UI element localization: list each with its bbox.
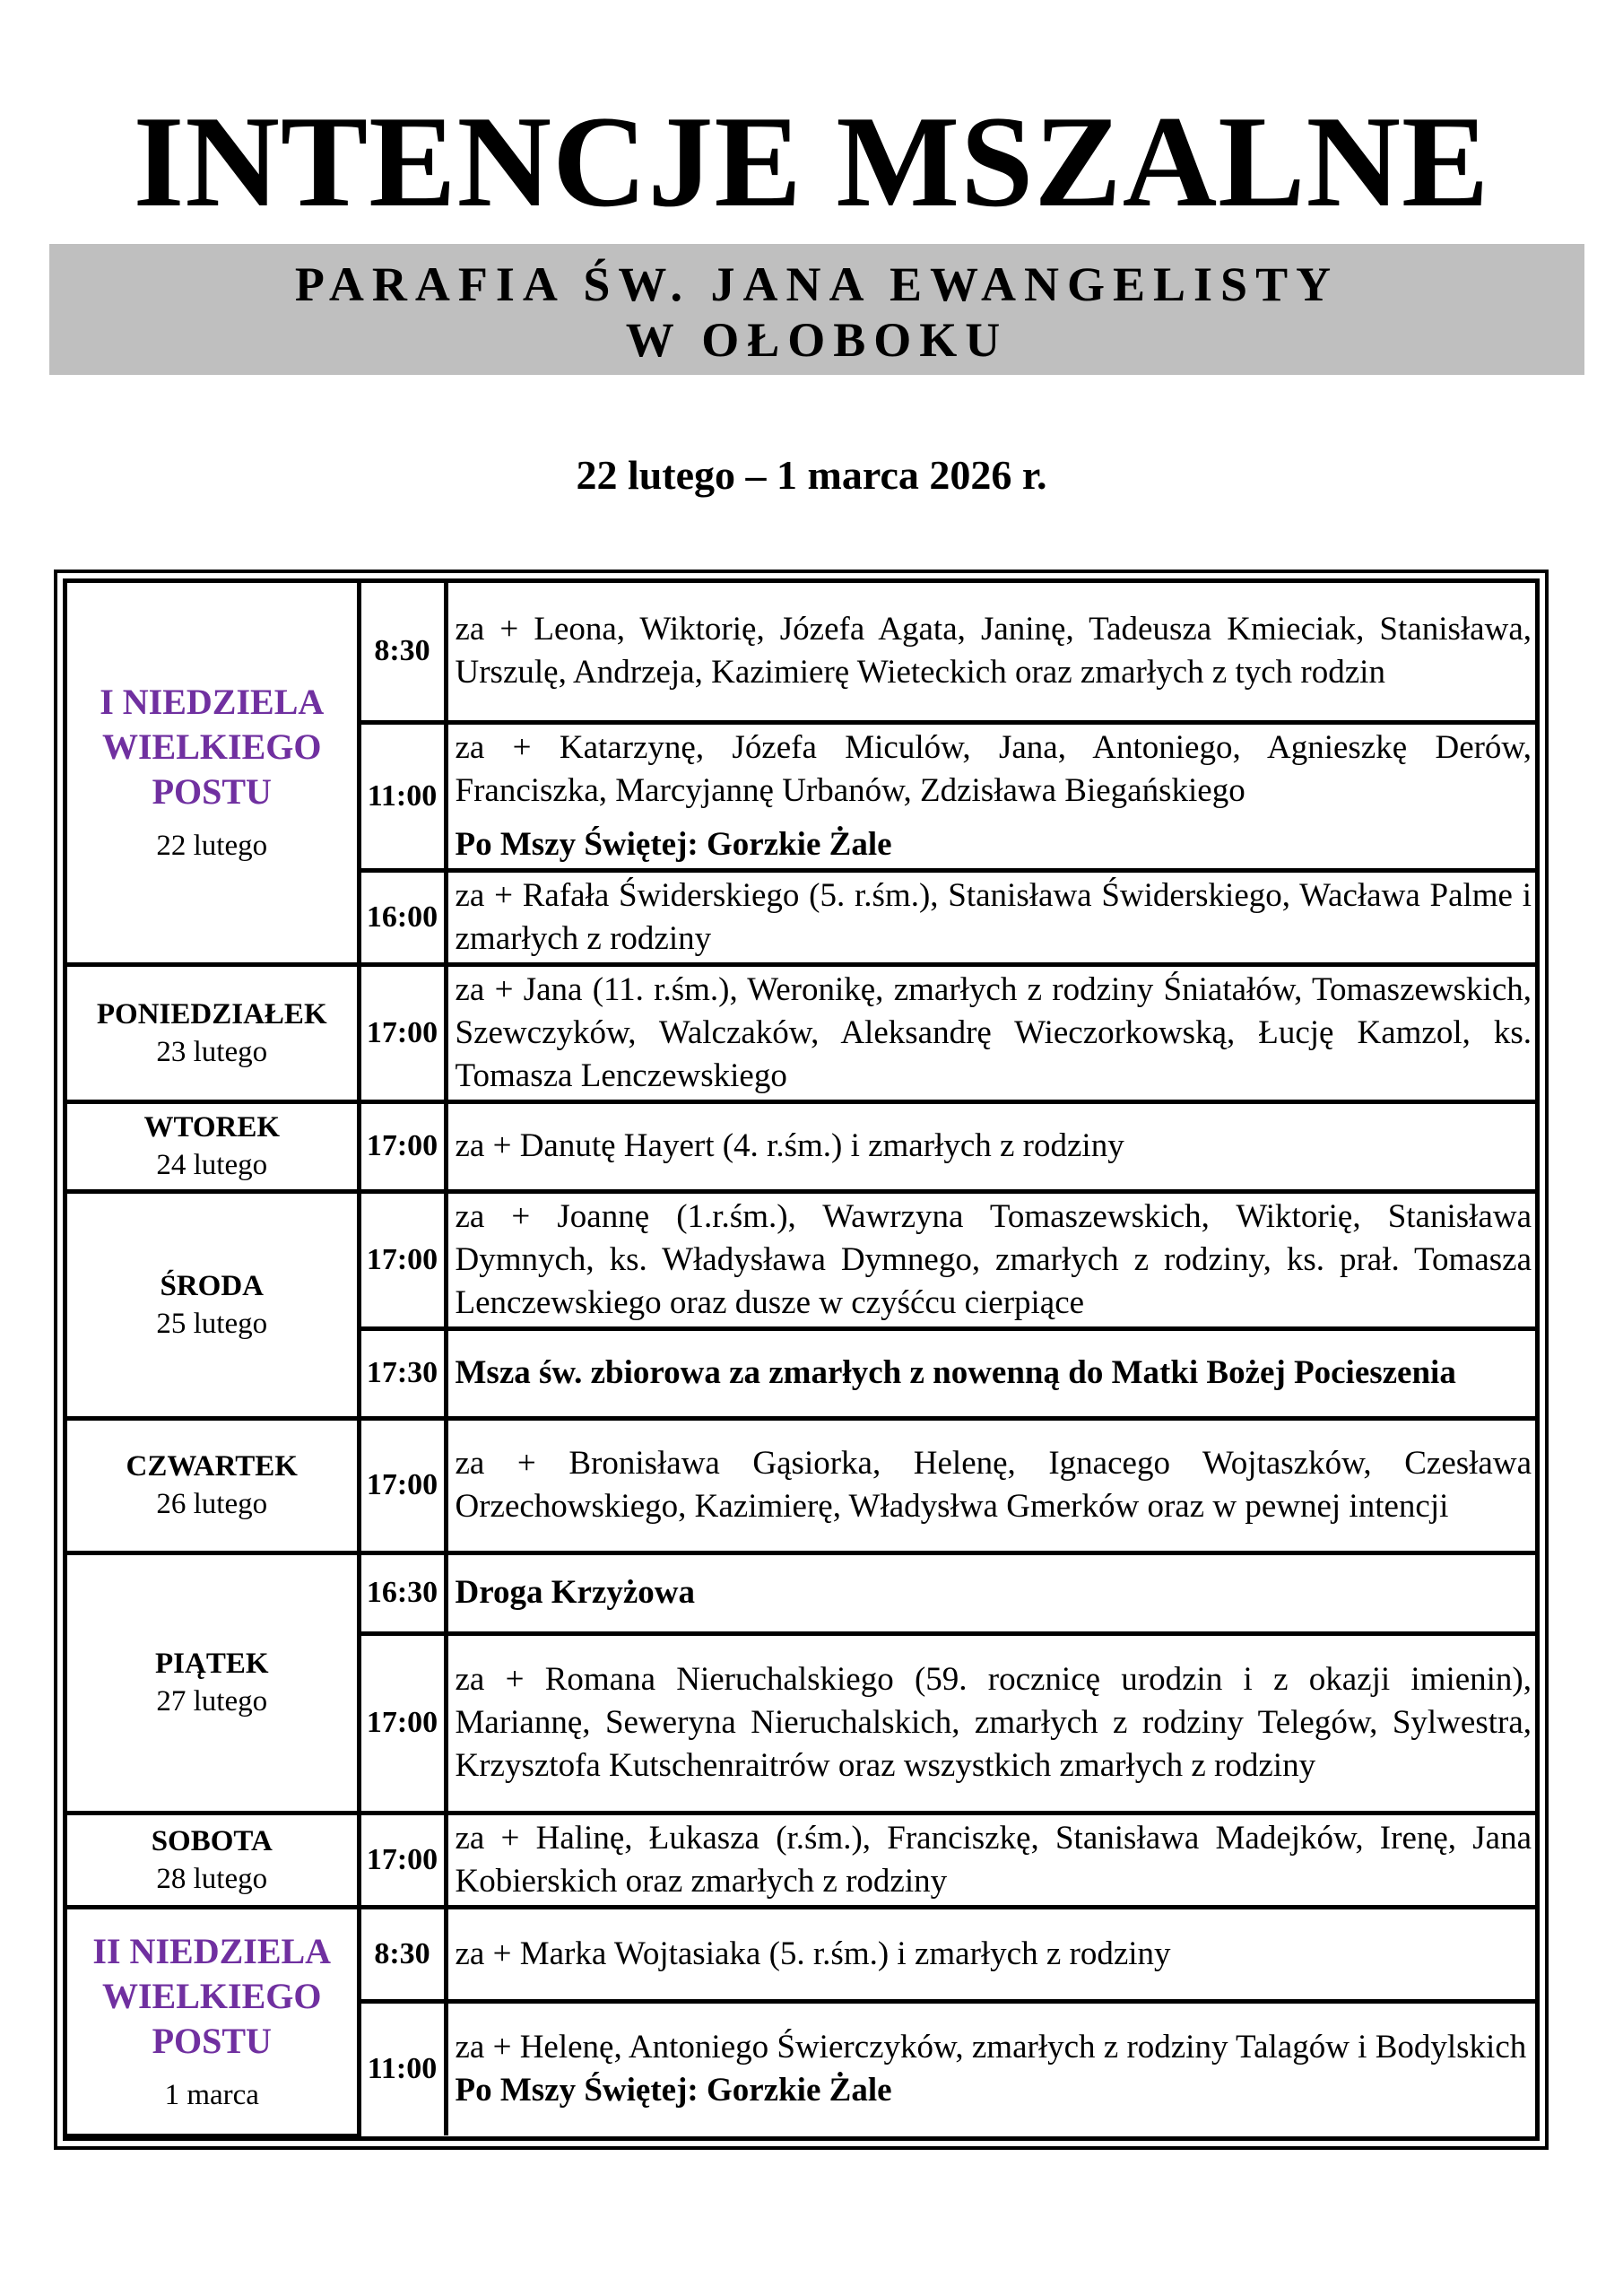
day-cell	[67, 964, 359, 1101]
day-cell	[67, 1418, 359, 1552]
mass-time: 17:00	[359, 1101, 446, 1191]
mass-note: Po Mszy Świętej: Gorzkie Żale	[455, 2072, 892, 2109]
mass-intention: za + Jana (11. r.śm.), Weronikę, zmarłych z rodziny Śniatałów, Tomaszewskich, Szewczyków, Walczaków, Aleksandrę Wieczorkowską, Łucję Kamzol, ks. Tomasza Lenczewskiego	[446, 964, 1535, 1101]
schedule-inner-frame	[63, 578, 1540, 2141]
mass-intention: za + Danutę Hayert (4. r.śm.) i zmarłych z rodziny	[446, 1101, 1535, 1191]
parish-banner	[49, 244, 1584, 375]
schedule-table	[67, 583, 1535, 2138]
parish-name: PARAFIA ŚW. JANA EWANGELISTY	[294, 257, 1340, 311]
mass-intention: za + Joannę (1.r.śm.), Wawrzyna Tomaszewskich, Wiktorię, Stanisława Dymnych, ks. Władysława Dymnego, zmarłych z rodziny, ks. prał. Tomasza Lenczewskiego oraz dusze w czyśćcu cierpiące	[446, 1191, 1535, 1328]
day-name: ŚRODA	[160, 1269, 265, 1302]
table-row	[67, 1813, 1535, 1907]
mass-time: 8:30	[359, 1907, 446, 2001]
day-date: 1 marca	[164, 2078, 259, 2111]
mass-time: 17:30	[359, 1328, 446, 1418]
table-row	[67, 1418, 1535, 1552]
parish-location: W OŁOBOKU	[625, 313, 1009, 367]
day-name: I NIEDZIELA	[100, 682, 325, 723]
mass-cell	[446, 722, 1535, 870]
table-row	[67, 1191, 1535, 1328]
table-row	[67, 964, 1535, 1101]
mass-intention: za + Halinę, Łukasza (r.śm.), Franciszkę, Stanisława Madejków, Irenę, Jana Kobierskich oraz zmarłych z rodziny	[446, 1813, 1535, 1907]
mass-intention: za + Romana Nieruchalskiego (59. rocznicę urodzin i z okazji imienin), Mariannę, Seweryna Nieruchalskich, zmarłych z rodziny Telegów, Sylwestra, Krzysztofa Kutschenraitrów oraz wszystkich zmarłych z rodziny	[446, 1633, 1535, 1813]
day-name: WTOREK	[143, 1111, 281, 1144]
mass-intention: za + Katarzynę, Józefa Miculów, Jana, Antoniego, Agnieszkę Derów, Franciszka, Marcyjannę Urbanów, Zdzisława Biegańskiego	[455, 728, 1532, 809]
day-name: SOBOTA	[151, 1824, 273, 1857]
table-row	[67, 1101, 1535, 1191]
day-name: PONIEDZIAŁEK	[96, 997, 327, 1031]
day-name: WIELKIEGO	[101, 726, 322, 768]
table-row	[67, 1907, 1535, 2001]
mass-time: 17:00	[359, 964, 446, 1101]
mass-intention: Msza św. zbiorowa za zmarłych z nowenną do Matki Bożej Pocieszenia	[446, 1328, 1535, 1418]
mass-time: 16:30	[359, 1552, 446, 1633]
table-row	[67, 1552, 1535, 1633]
mass-time: 17:00	[359, 1191, 446, 1328]
day-name: CZWARTEK	[126, 1450, 298, 1483]
mass-time: 17:00	[359, 1418, 446, 1552]
mass-intention: za + Helenę, Antoniego Świerczyków, zmarłych z rodziny Talagów i Bodylskich	[455, 2029, 1527, 2066]
day-date: 23 lutego	[156, 1035, 268, 1068]
day-cell	[67, 1552, 359, 1813]
day-date: 27 lutego	[156, 1685, 268, 1718]
day-name: II NIEDZIELA	[92, 1930, 332, 1971]
day-cell	[67, 1191, 359, 1418]
day-date: 25 lutego	[156, 1307, 268, 1340]
day-cell	[67, 1907, 359, 2135]
mass-note: Po Mszy Świętej: Gorzkie Żale	[455, 825, 892, 863]
mass-time: 16:00	[359, 870, 446, 964]
mass-time: 17:00	[359, 1813, 446, 1907]
mass-intention: za + Bronisława Gąsiorka, Helenę, Ignacego Wojtaszków, Czesława Orzechowskiego, Kazimierę, Władysłwa Gmerków oraz w pewnej intencji	[446, 1418, 1535, 1552]
date-range: 22 lutego – 1 marca 2026 r.	[576, 452, 1047, 498]
day-date: 24 lutego	[156, 1149, 268, 1181]
mass-time: 17:00	[359, 1633, 446, 1813]
schedule-frame	[54, 570, 1549, 2150]
day-date: 22 lutego	[156, 830, 268, 863]
day-cell	[67, 1101, 359, 1191]
mass-intention: za + Rafała Świderskiego (5. r.śm.), Stanisława Świderskiego, Wacława Palme i zmarłych z rodziny	[446, 870, 1535, 964]
day-date: 26 lutego	[156, 1488, 268, 1520]
mass-intention: za + Marka Wojtasiaka (5. r.śm.) i zmarłych z rodziny	[446, 1907, 1535, 2001]
mass-intention: Droga Krzyżowa	[446, 1552, 1535, 1633]
day-date: 28 lutego	[156, 1862, 268, 1895]
mass-time: 11:00	[359, 2001, 446, 2135]
day-name: PIĄTEK	[154, 1648, 269, 1680]
mass-cell	[446, 2001, 1535, 2135]
mass-time: 8:30	[359, 583, 446, 722]
day-cell	[67, 1813, 359, 1907]
mass-time: 11:00	[359, 722, 446, 870]
table-row	[67, 583, 1535, 722]
day-name: POSTU	[152, 2020, 272, 2061]
day-name: POSTU	[152, 771, 272, 813]
page-title: INTENCJE MSZALNE	[133, 89, 1490, 234]
day-name: WIELKIEGO	[101, 1975, 322, 2016]
mass-intention: za + Leona, Wiktorię, Józefa Agata, Janinę, Tadeusza Kmieciak, Stanisława, Urszulę, Andrzeja, Kazimierę Wieteckich oraz zmarłych z tych rodzin	[446, 583, 1535, 722]
day-cell	[67, 583, 359, 964]
